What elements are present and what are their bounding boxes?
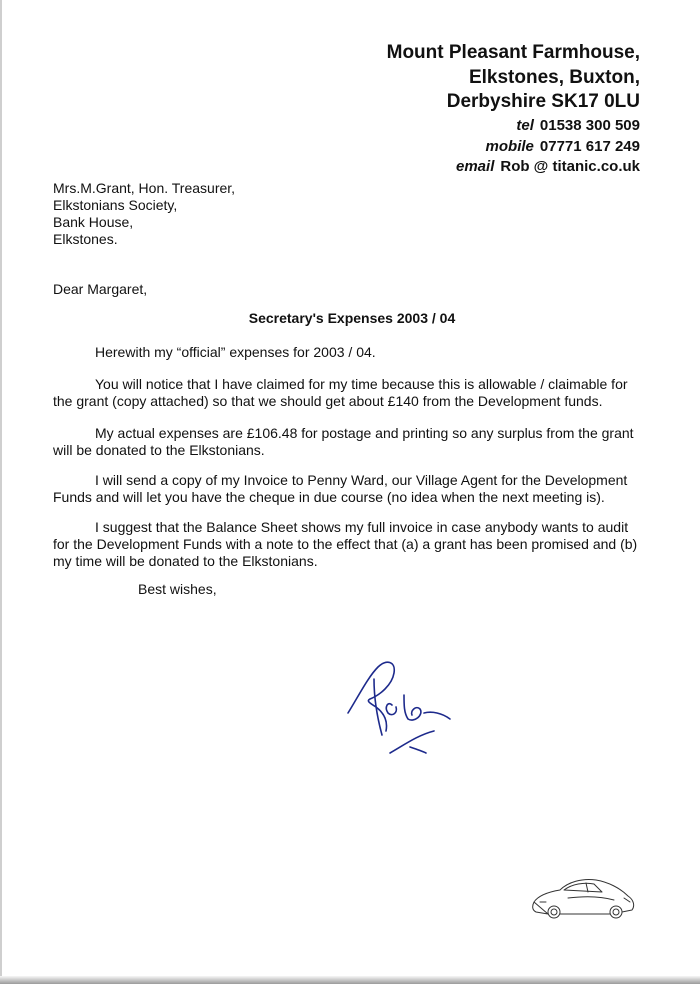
paragraph-line: Herewith my “official” expenses for 2003 / 04. (95, 344, 376, 360)
paragraph-line: the grant (copy attached) so that we should get about £140 from the Development funds. (53, 393, 603, 409)
paragraph-line: I suggest that the Balance Sheet shows my full invoice in case anybody wants to audit (95, 519, 629, 535)
subject-heading (0, 310, 700, 326)
paragraph-line: will be donated to the Elkstonians. (53, 442, 265, 458)
mobile-line (486, 138, 640, 155)
recipient-line-4: Elkstones. (53, 231, 118, 247)
tel-value: 01538 300 509 (539, 117, 640, 134)
address-line-2: Elkstones, Buxton, (468, 67, 640, 88)
car-drawing (528, 872, 638, 922)
address-line-3: Derbyshire SK17 0LU (446, 91, 640, 112)
salutation: Dear Margaret, (53, 281, 148, 297)
paragraph-line: I will send a copy of my Invoice to Penny Ward, our Village Agent for the Development (95, 472, 628, 488)
tel-label: tel (516, 117, 534, 134)
paragraph-line: my time will be donated to the Elkstonians. (53, 553, 318, 569)
paragraph-3 (53, 425, 643, 459)
email-value: Rob @ titanic.co.uk (500, 158, 640, 175)
recipient-address (53, 180, 235, 248)
recipient-line-3: Bank House, (53, 214, 134, 230)
scan-left-edge (0, 0, 2, 984)
recipient-line-2: Elkstonians Society, (53, 197, 178, 213)
scan-bottom-edge (0, 976, 700, 984)
address-line-1: Mount Pleasant Farmhouse, (386, 42, 640, 63)
paragraph-5 (53, 519, 643, 570)
email-label: email (456, 158, 495, 175)
email-line (456, 158, 640, 175)
subject-text: Secretary's Expenses 2003 / 04 (248, 310, 456, 326)
paragraph-line: My actual expenses are £106.48 for postage and printing so any surplus from the grant (95, 425, 634, 441)
paragraph-line: for the Development Funds with a note to the effect that (a) a grant has been promised and (b) (53, 536, 638, 552)
paragraph-1 (53, 344, 643, 361)
recipient-line-1: Mrs.M.Grant, Hon. Treasurer, (53, 180, 236, 196)
paragraph-2 (53, 376, 643, 410)
mobile-value: 07771 617 249 (539, 138, 640, 155)
tel-line (516, 117, 640, 134)
signature-drawing (340, 655, 460, 760)
paragraph-line: You will notice that I have claimed for my time because this is allowable / claimable for (95, 376, 628, 392)
closing: Best wishes, (138, 581, 217, 597)
mobile-label: mobile (485, 138, 534, 155)
paragraph-4 (53, 472, 643, 506)
paragraph-line: Funds and will let you have the cheque in due course (no idea when the next meeting is). (53, 489, 605, 505)
